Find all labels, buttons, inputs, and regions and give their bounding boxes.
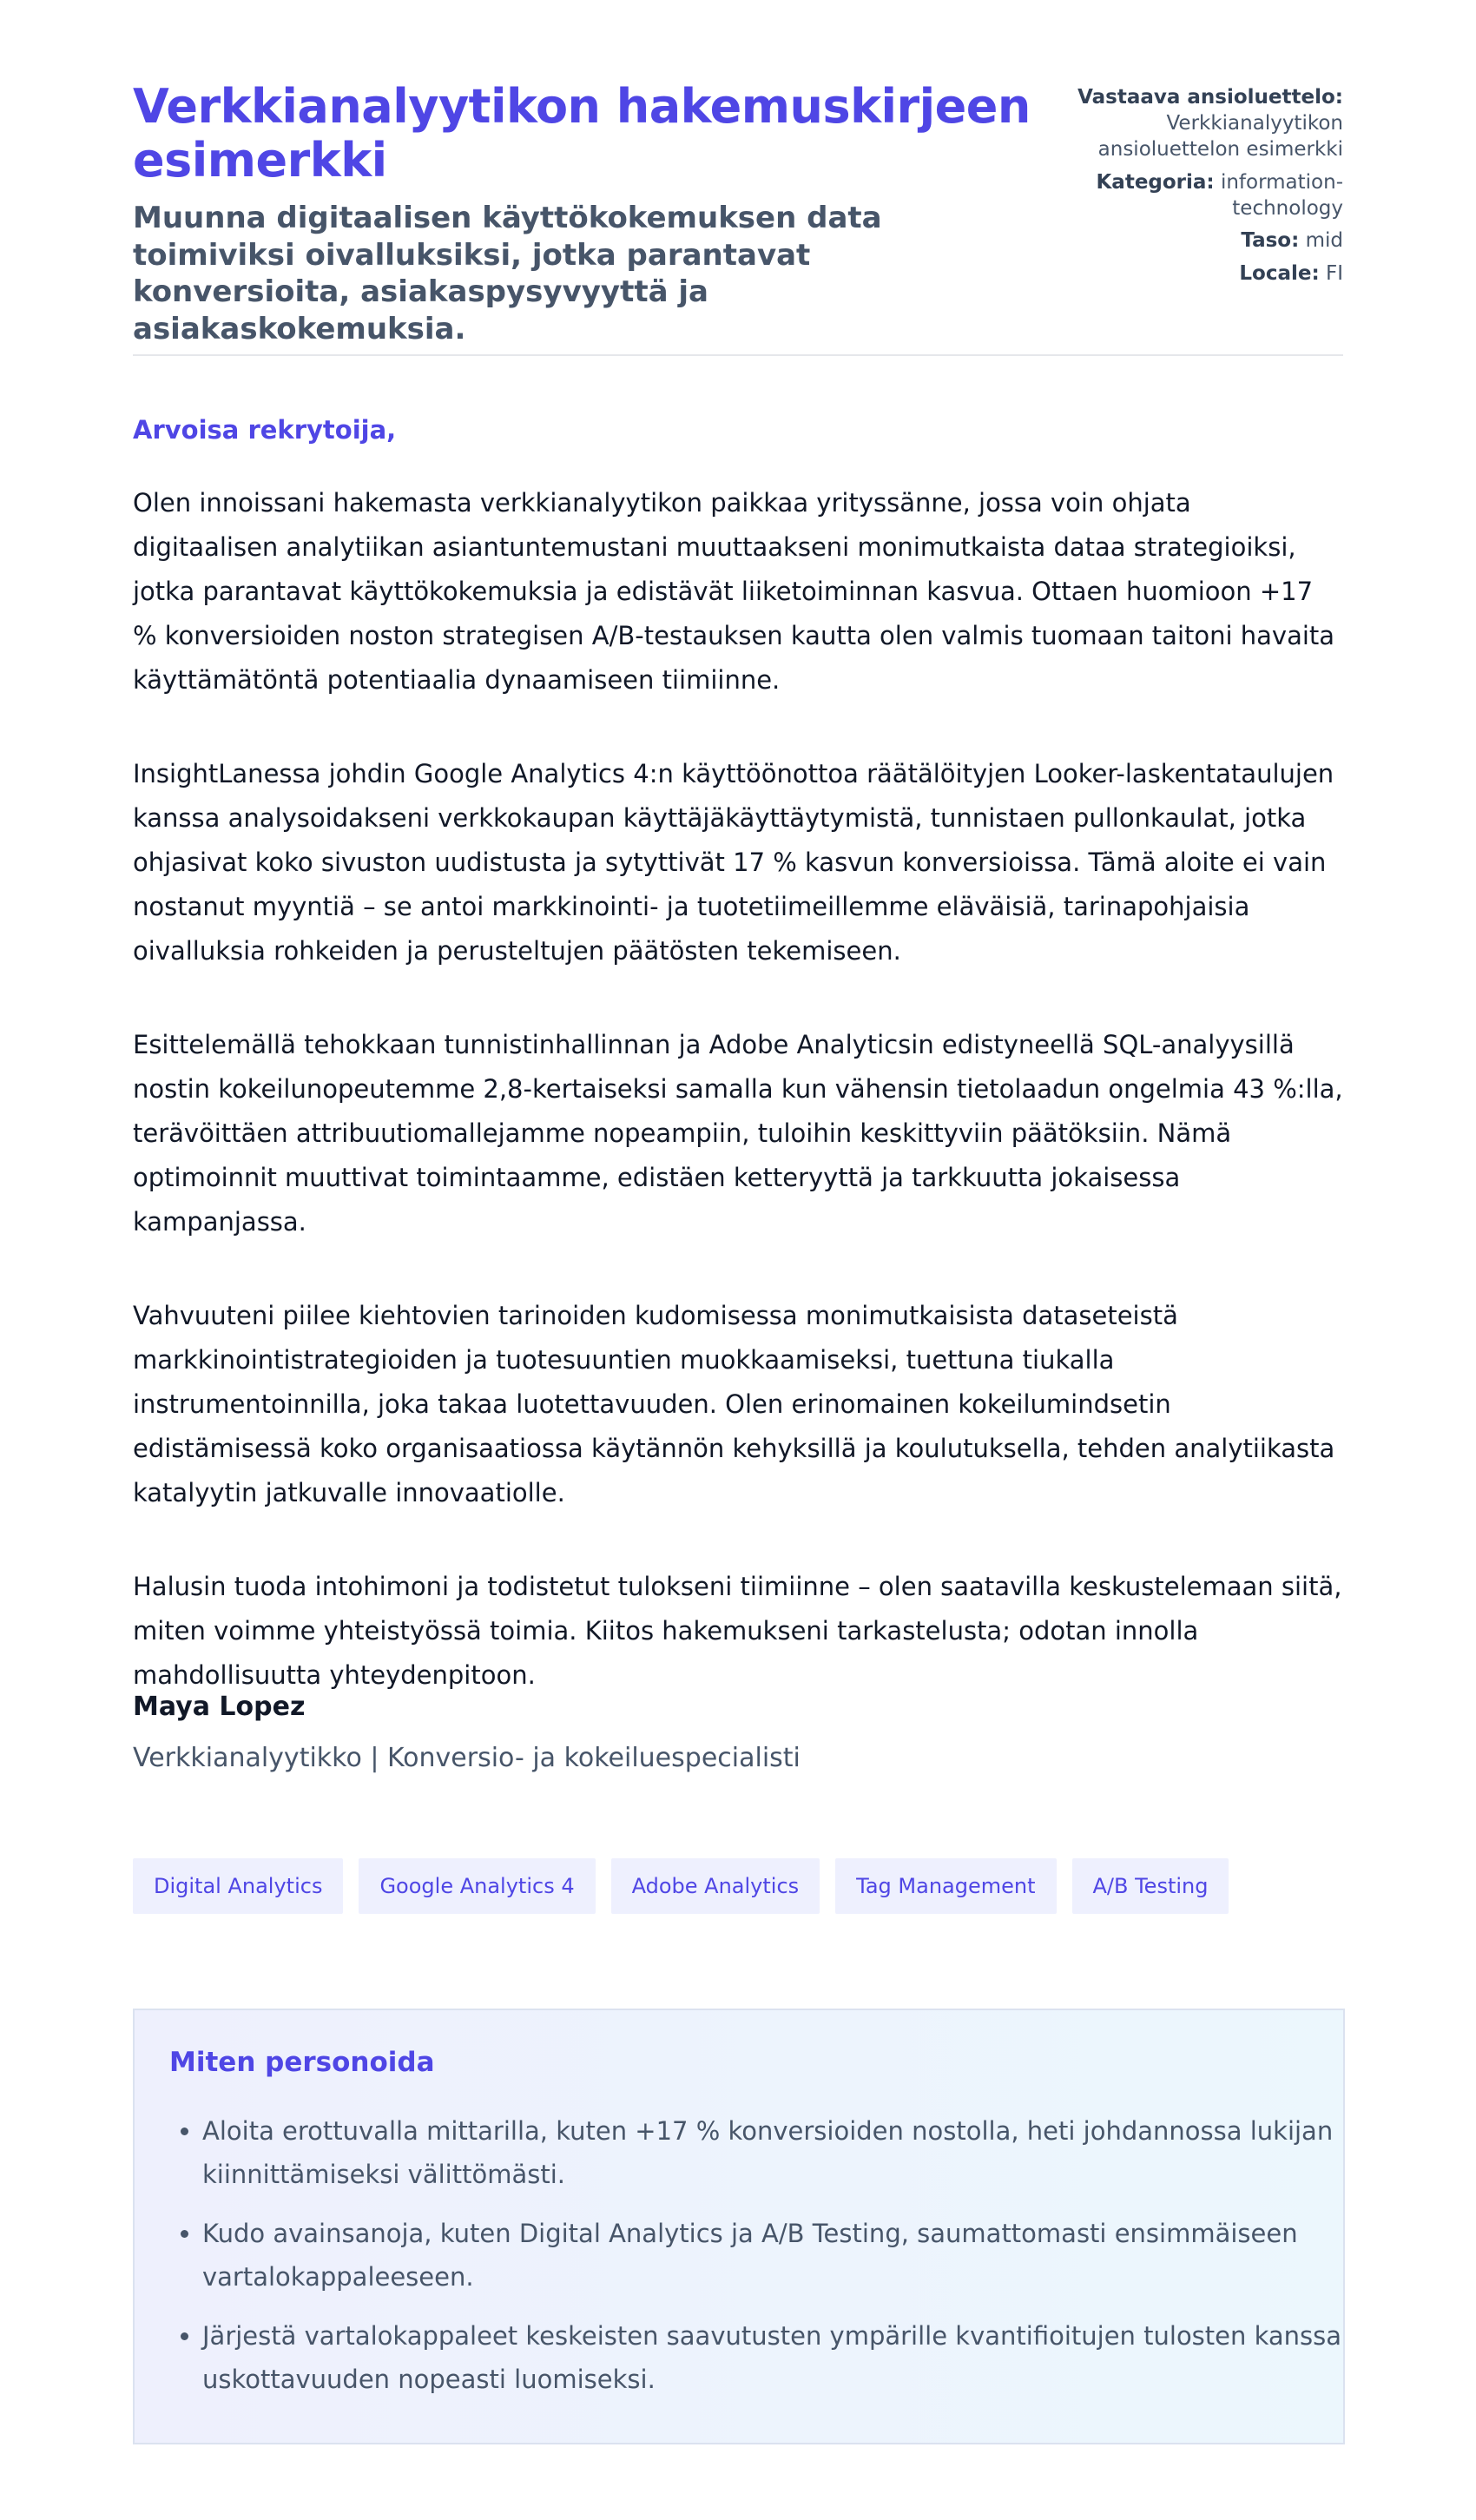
skill-tag: Google Analytics 4 [359,1858,595,1914]
metadata-panel [1057,85,1343,294]
skill-tag: A/B Testing [1072,1858,1229,1914]
letter-greeting: Arvoisa rekrytoija, [133,415,397,445]
meta-locale [1057,261,1343,287]
skill-tag: Tag Management [835,1858,1056,1914]
letter-paragraph: Olen innoissani hakemasta verkkianalyytikon paikkaa yrityssänne, jossa voin ohjata digitaalisen analytiikan asiantuntemustani muuttaakseni monimutkaista dataa strategioiksi, jotka parantavat käyttökokemuksia ja edistävät liiketoiminnan kasvua. Ottaen huomioon +17 % konversioiden noston strategisen A/B-testauksen kautta olen valmis tuomaan taitoni havaita käyttämätöntä potentiaalia dynaamiseen tiimiinne. [133,488,1335,695]
meta-locale-label: Locale: [1239,262,1320,286]
skill-tag: Adobe Analytics [611,1858,820,1914]
meta-category [1057,170,1343,222]
letter-paragraph: Esittelemällä tehokkaan tunnistinhallinnan ja Adobe Analyticsin edistyneellä SQL-analyysillä nostin kokeilunopeutemme 2,8-kertaiseksi samalla kun vähensin tietolaadun ongelmia 43 %:lla, terävöittäen attribuutiomallejamme nopeampiin, tuloihin keskittyviin päätöksiin. Nämä optimoinnit muuttivat toimintaamme, edistäen ketteryyttä ja tarkkuutta jokaisessa kampanjassa. [133,1030,1343,1237]
signature-name: Maya Lopez [133,1692,306,1722]
skill-tag: Digital Analytics [133,1858,343,1914]
meta-level [1057,228,1343,254]
tip-item: • Kudo avainsanoja, kuten Digital Analytics ja A/B Testing, saumattomasti ensimmäiseen vartalokappaleeseen. [202,2212,1348,2299]
meta-category-value: information-technology [1220,170,1343,220]
letter-body [133,415,1343,1747]
tip-item: • Aloita erottuvalla mittarilla, kuten +17 % konversioiden nostolla, heti johdannossa lukijan kiinnittämiseksi välittömästi. [202,2109,1348,2196]
meta-level-label: Taso: [1241,229,1300,253]
letter-paragraph: InsightLanessa johdin Google Analytics 4:n käyttöönottoa räätälöityjen Looker-laskentataulujen kanssa analysoidakseni verkkokaupan käyttäjäkäyttäytymistä, tunnistaen pullonkaulat, jotka ohjasivat koko sivuston uudistusta ja sytyttivät 17 % kasvun konversioissa. Tämä aloite ei vain nostanut myyntiä – se antoi markkinointi- ja tuotetiimeillemme eläväisiä, tarinapohjaisia oivalluksia rohkeiden ja perusteltujen päätösten tekemiseen. [133,759,1334,966]
document-header [133,80,1343,356]
page-subtitle: Muunna digitaalisen käyttökokemuksen data toimiviksi oivalluksiksi, jotka parantavat konversioita, asiakaspysyvyyttä ja asiakaskokemuksia. [133,201,882,346]
tips-title: Miten personoida [169,2047,435,2078]
meta-resume-label: Vastaava ansioluettelo: [1077,86,1343,109]
meta-category-label: Kategoria: [1096,170,1215,194]
meta-level-value: mid [1305,229,1343,253]
skill-tags [133,1858,1229,1914]
signature-block [133,1692,1343,1773]
meta-locale-value: FI [1325,262,1343,286]
signature-role: Verkkianalyytikko | Konversio- ja kokeiluespecialisti [133,1743,801,1773]
letter-paragraph: Halusin tuoda intohimoni ja todistetut tulokseni tiimiinne – olen saatavilla keskustelemaan siitä, miten voimme yhteistyössä toimia. Kiitos hakemukseni tarkastelusta; odotan innolla mahdollisuutta yhteydenpitoon. [133,1572,1342,1690]
letter-paragraph: Vahvuuteni piilee kiehtovien tarinoiden kudomisessa monimutkaisista dataseteistä markkinointistrategioiden ja tuotesuuntien muokkaamiseksi, tuettuna tiukalla instrumentoinnilla, joka takaa luotettavuuden. Olen erinomainen kokeilumindsetin edistämisessä koko organisaatiossa käytännön kehyksillä ja koulutuksella, tehden analytiikasta katalyytin jatkuvalle innovaatiolle. [133,1301,1335,1507]
personalization-tips-box [133,2009,1345,2444]
page-title: Verkkianalyytikon hakemuskirjeen esimerkki [133,79,1031,188]
tip-item: • Järjestä vartalokappaleet keskeisten saavutusten ympärille kvantifioitujen tulosten kanssa uskottavuuden nopeasti luomiseksi. [202,2314,1348,2401]
tips-list [169,2109,1348,2417]
meta-resume-value: Verkkianalyytikon ansioluettelon esimerkki [1097,111,1343,161]
meta-resume [1057,85,1343,163]
